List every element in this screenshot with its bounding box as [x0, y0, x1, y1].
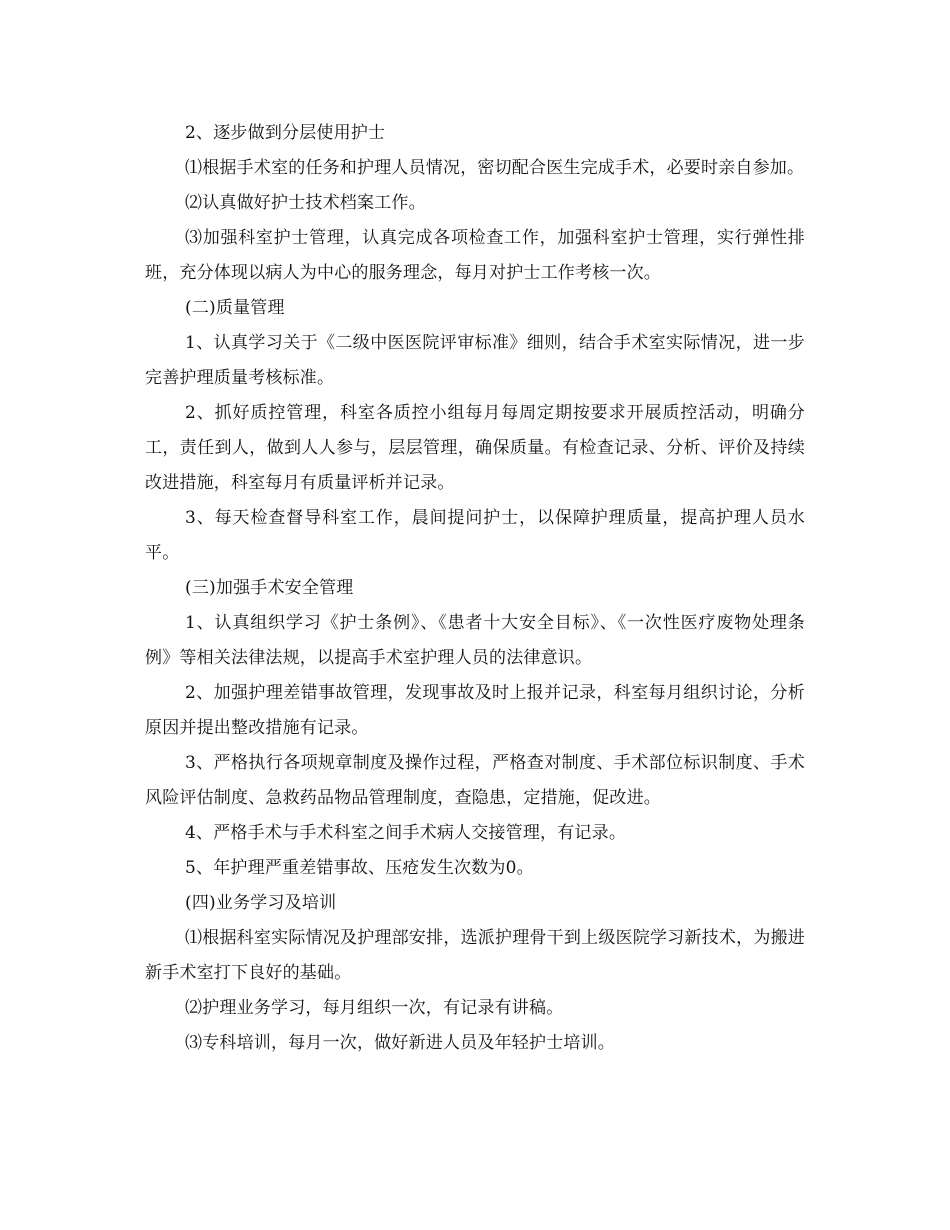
paragraph-specialty-training: ⑶专科培训，每月一次，做好新进人员及年轻护士培训。 — [185, 1033, 615, 1053]
paragraph-daily-inspection: 3、每天检查督导科室工作，晨间提问护士，以保障护理质量，提高护理人员水平。 — [145, 508, 805, 563]
paragraph-error-management: 2、加强护理差错事故管理，发现事故及时上报并记录，科室每月组织讨论，分析原因并提出整改措施有记录。 — [145, 683, 805, 738]
paragraph-advanced-study: ⑴根据科室实际情况及护理部安排，选派护理骨干到上级医院学习新技术，为搬进新手术室打下良好的基础。 — [145, 928, 805, 983]
paragraph-incident-count: 5、年护理严重差错事故、压疮发生次数为0。 — [185, 858, 534, 878]
paragraph-law-study: 1、认真组织学习《护士条例》、《患者十大安全目标》、《一次性医疗废物处理条例》等相关法律法规，以提高手术室护理人员的法律意识。 — [145, 613, 805, 668]
paragraph-nurse-archives: ⑵认真做好护士技术档案工作。 — [185, 193, 426, 213]
section-heading-training: (四)业务学习及培训 — [185, 893, 337, 913]
paragraph-surgery-cooperation: ⑴根据手术室的任务和护理人员情况，密切配合医生完成手术，必要时亲自参加。 — [185, 158, 805, 178]
paragraph-monthly-study: ⑵护理业务学习，每月组织一次，有记录有讲稿。 — [185, 998, 564, 1018]
section-heading-quality-management: (二)质量管理 — [185, 298, 285, 318]
paragraph-quality-control: 2、抓好质控管理，科室各质控小组每月每周定期按要求开展质控活动，明确分工，责任到人，做到人人参与，层层管理，确保质量。有检查记录、分析、评价及持续改进措施，科室每月有质量评析并记录。 — [145, 403, 805, 493]
paragraph-rules-execution: 3、严格执行各项规章制度及操作过程，严格查对制度、手术部位标识制度、手术风险评估制度、急救药品物品管理制度，查隐患，定措施，促改进。 — [145, 753, 805, 808]
paragraph-patient-handover: 4、严格手术与手术科室之间手术病人交接管理，有记录。 — [185, 823, 627, 843]
document-body — [145, 116, 805, 1061]
paragraph-staffing-heading: 2、逐步做到分层使用护士 — [185, 123, 386, 143]
paragraph-quality-standards: 1、认真学习关于《二级中医医院评审标准》细则，结合手术室实际情况，进一步完善护理质量考核标准。 — [145, 333, 805, 388]
section-heading-surgical-safety: (三)加强手术安全管理 — [185, 578, 354, 598]
paragraph-nurse-management: ⑶加强科室护士管理，认真完成各项检查工作，加强科室护士管理，实行弹性排班，充分体现以病人为中心的服务理念，每月对护士工作考核一次。 — [145, 228, 805, 283]
